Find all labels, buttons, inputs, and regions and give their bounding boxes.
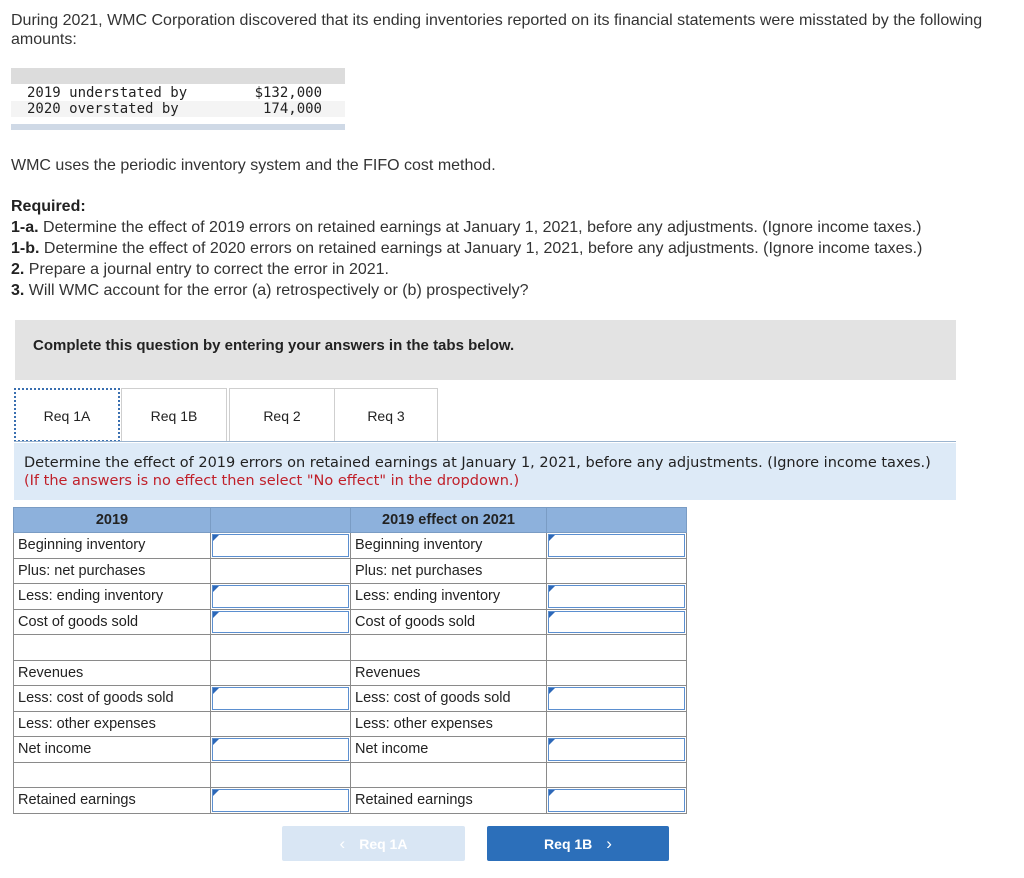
row-label-2021: Cost of goods sold xyxy=(351,609,547,635)
answer-dropdown[interactable] xyxy=(548,687,685,710)
row-label-2021 xyxy=(351,635,547,661)
answer-cell-2021[interactable] xyxy=(547,533,687,559)
answer-cell-2019[interactable] xyxy=(211,609,351,635)
row-label-2019: Beginning inventory xyxy=(14,533,211,559)
answer-dropdown[interactable] xyxy=(548,585,685,608)
required-item xyxy=(11,280,1016,301)
required-item-num: 2. xyxy=(11,261,25,278)
required-item-text: Determine the effect of 2020 errors on retained earnings at January 1, 2021, before any adjustments. (Ignore income taxes.) xyxy=(43,240,923,257)
tab-req-3[interactable]: Req 3 xyxy=(334,388,438,442)
answer-cell-2019[interactable] xyxy=(211,533,351,559)
row-label-2021: Less: other expenses xyxy=(351,711,547,737)
tab-divider xyxy=(14,441,956,442)
answer-cell-2021[interactable] xyxy=(547,584,687,610)
row-label-2021: Less: cost of goods sold xyxy=(351,686,547,712)
required-item-num: 3. xyxy=(11,282,25,299)
table-row xyxy=(14,737,687,763)
answer-dropdown[interactable] xyxy=(548,738,685,761)
row-label-2019: Less: ending inventory xyxy=(14,584,211,610)
instruction-note: (If the answers is no effect then select "No effect" in the dropdown.) xyxy=(24,473,520,489)
answer-cell-2021[interactable] xyxy=(547,686,687,712)
required-item-text: Will WMC account for the error (a) retrospectively or (b) prospectively? xyxy=(28,282,529,299)
required-item xyxy=(11,259,1016,280)
header-blank xyxy=(211,508,351,533)
table-row xyxy=(14,558,687,584)
header-2019-effect-on-2021: 2019 effect on 2021 xyxy=(351,508,547,533)
prev-button[interactable] xyxy=(282,826,465,861)
answer-dropdown[interactable] xyxy=(548,789,685,812)
question-banner xyxy=(15,320,956,380)
row-label-2021: Plus: net purchases xyxy=(351,558,547,584)
blank-cell xyxy=(211,635,351,661)
blank-cell xyxy=(547,558,687,584)
row-label-2021: Less: ending inventory xyxy=(351,584,547,610)
row-label-2019 xyxy=(14,635,211,661)
header-blank xyxy=(547,508,687,533)
misstatement-label: 2019 understated by xyxy=(27,85,188,101)
answer-cell-2019[interactable] xyxy=(211,737,351,763)
method-text: WMC uses the periodic inventory system and the FIFO cost method. xyxy=(11,157,496,174)
table-row xyxy=(14,584,687,610)
blank-cell xyxy=(547,635,687,661)
row-label-2019: Less: cost of goods sold xyxy=(14,686,211,712)
row-label-2019: Revenues xyxy=(14,660,211,686)
tab-req-1a[interactable]: Req 1A xyxy=(14,388,120,442)
table-bottom-bar xyxy=(11,124,345,130)
misstatement-amount: 174,000 xyxy=(262,101,322,117)
misstatement-row xyxy=(11,101,345,117)
intro-text: During 2021, WMC Corporation discovered that its ending inventories reported on its financial statements were misstated by the following amounts: xyxy=(11,12,983,48)
blank-cell xyxy=(547,711,687,737)
row-label-2019 xyxy=(14,762,211,788)
misstatement-label: 2020 overstated by xyxy=(27,101,179,117)
row-label-2019: Cost of goods sold xyxy=(14,609,211,635)
question-banner-text: Complete this question by entering your answers in the tabs below. xyxy=(33,337,515,354)
required-item xyxy=(11,238,1016,259)
misstatement-table xyxy=(11,68,345,132)
misstatement-row xyxy=(11,85,345,101)
table-row xyxy=(14,635,687,661)
row-label-2019: Less: other expenses xyxy=(14,711,211,737)
prev-button-label: Req 1A xyxy=(359,836,408,852)
chevron-left-icon: ‹ xyxy=(339,834,346,853)
blank-cell xyxy=(547,762,687,788)
answer-cell-2019[interactable] xyxy=(211,686,351,712)
table-row xyxy=(14,533,687,559)
table-row xyxy=(14,660,687,686)
next-button-label: Req 1B xyxy=(544,836,593,852)
required-item-text: Prepare a journal entry to correct the error in 2021. xyxy=(28,261,389,278)
instruction-text: Determine the effect of 2019 errors on retained earnings at January 1, 2021, before any adjustments. (Ignore income taxes.) xyxy=(24,455,931,471)
row-label-2021: Retained earnings xyxy=(351,788,547,814)
worksheet-header-row xyxy=(14,508,687,533)
answer-dropdown[interactable] xyxy=(212,738,349,761)
table-row xyxy=(14,686,687,712)
blank-cell xyxy=(211,711,351,737)
table-row xyxy=(14,711,687,737)
answer-cell-2019[interactable] xyxy=(211,584,351,610)
required-item-num: 1-a. xyxy=(11,219,39,236)
row-label-2021 xyxy=(351,762,547,788)
answer-dropdown[interactable] xyxy=(548,534,685,557)
required-item-num: 1-b. xyxy=(11,240,40,257)
worksheet-table xyxy=(13,507,687,814)
row-label-2021: Revenues xyxy=(351,660,547,686)
answer-cell-2021[interactable] xyxy=(547,737,687,763)
blank-cell xyxy=(547,660,687,686)
required-item xyxy=(11,217,1016,238)
answer-dropdown[interactable] xyxy=(212,534,349,557)
answer-cell-2021[interactable] xyxy=(547,788,687,814)
chevron-right-icon: › xyxy=(606,834,612,853)
answer-cell-2021[interactable] xyxy=(547,609,687,635)
next-button[interactable] xyxy=(487,826,669,861)
answer-dropdown[interactable] xyxy=(212,789,349,812)
tab-req-2[interactable]: Req 2 xyxy=(229,388,335,442)
table-row xyxy=(14,788,687,814)
tab-req-1b[interactable]: Req 1B xyxy=(121,388,227,442)
answer-dropdown[interactable] xyxy=(548,611,685,634)
required-title: Required: xyxy=(11,198,86,215)
answer-cell-2019[interactable] xyxy=(211,788,351,814)
instruction-panel xyxy=(14,443,956,500)
row-label-2021: Net income xyxy=(351,737,547,763)
answer-dropdown[interactable] xyxy=(212,687,349,710)
required-section xyxy=(11,196,1016,301)
table-row xyxy=(14,762,687,788)
misstatement-amount: $132,000 xyxy=(254,85,322,101)
row-label-2021: Beginning inventory xyxy=(351,533,547,559)
blank-cell xyxy=(211,762,351,788)
answer-dropdown[interactable] xyxy=(212,585,349,608)
blank-cell xyxy=(211,558,351,584)
blank-cell xyxy=(211,660,351,686)
row-label-2019: Retained earnings xyxy=(14,788,211,814)
header-2019: 2019 xyxy=(14,508,211,533)
row-label-2019: Net income xyxy=(14,737,211,763)
answer-dropdown[interactable] xyxy=(212,611,349,634)
table-top-bar xyxy=(11,68,345,84)
required-item-text: Determine the effect of 2019 errors on retained earnings at January 1, 2021, before any adjustments. (Ignore income taxes.) xyxy=(43,219,922,236)
table-row xyxy=(14,609,687,635)
row-label-2019: Plus: net purchases xyxy=(14,558,211,584)
